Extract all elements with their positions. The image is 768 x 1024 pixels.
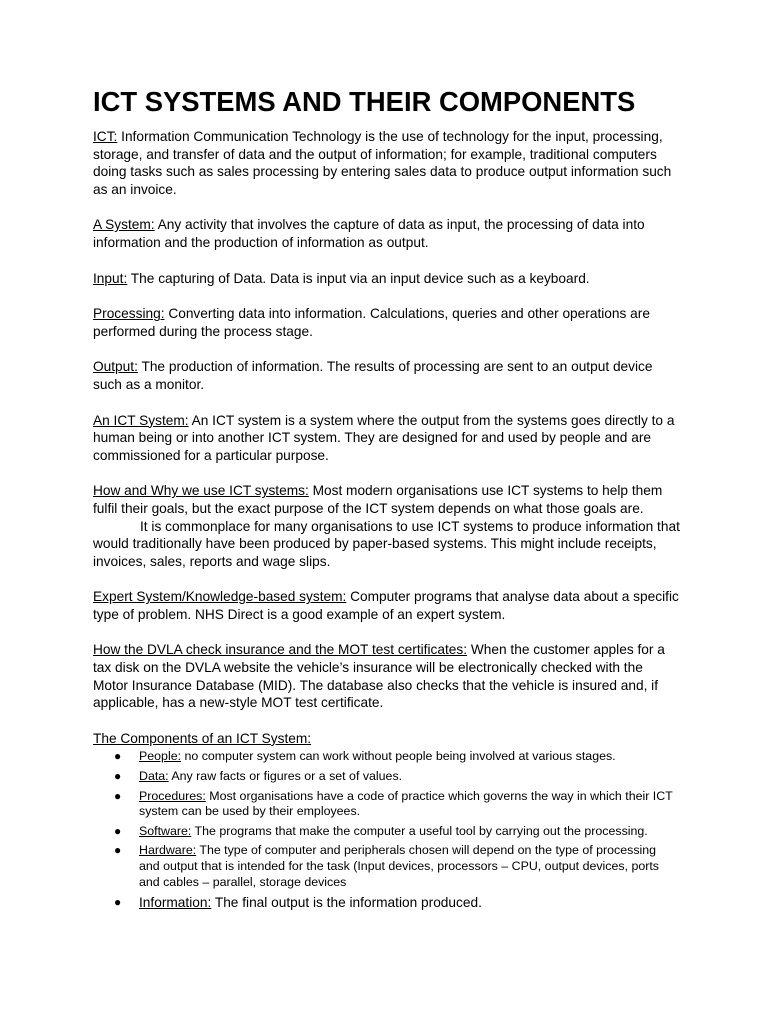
- document-title: ICT SYSTEMS AND THEIR COMPONENTS: [93, 86, 636, 117]
- paragraph-output: [93, 358, 680, 393]
- list-item: [114, 823, 680, 840]
- bullet-icon: ●: [114, 769, 122, 784]
- paragraph-dvla: [93, 641, 680, 711]
- definition-text: Information Communication Technology is the use of technology for the input, processing, storage, and transfer of data and the output of information; for example, traditional computers doing tasks such as sales processing by entering sales data to produce output information such as an invoice.: [93, 129, 672, 197]
- components-list: [93, 749, 680, 911]
- item-term: Software:: [139, 823, 192, 838]
- item-term: Hardware:: [139, 843, 197, 858]
- definition-text: Computer programs that analyse data about a specific type of problem. NHS Direct is a good example of an expert system.: [93, 589, 679, 622]
- bullet-icon: ●: [114, 843, 122, 858]
- item-text: The final output is the information produced.: [211, 895, 482, 911]
- bullet-icon: ●: [114, 749, 122, 764]
- definition-text: The production of information. The results of processing are sent to an output device such as a monitor.: [93, 359, 653, 392]
- item-text: Any raw facts or figures or a set of values.: [168, 769, 403, 784]
- paragraph-input: [93, 270, 680, 288]
- item-term: People:: [139, 749, 182, 764]
- list-item: [114, 749, 680, 765]
- item-text: The programs that make the computer a useful tool by carrying out the processing.: [191, 823, 648, 838]
- item-term: Procedures:: [139, 788, 206, 803]
- paragraph-how-why: [93, 482, 680, 517]
- definition-text: Converting data into information. Calculations, queries and other operations are performed during the process stage.: [93, 306, 650, 339]
- definition-text: The capturing of Data. Data is input via an input device such as a keyboard.: [127, 270, 590, 286]
- list-item: [114, 788, 680, 820]
- bullet-icon: ●: [114, 823, 122, 838]
- paragraph-system: [93, 216, 680, 251]
- definition-text: Most modern organisations use ICT systems to help them fulfil their goals, but the exact purpose of the ICT system depends on what those goals are.: [93, 483, 663, 516]
- term-label: Processing:: [93, 306, 165, 322]
- bullet-icon: ●: [114, 895, 122, 910]
- paragraph-ict-system: [93, 412, 680, 465]
- item-text: The type of computer and peripherals chosen will depend on the type of processing and output that is intended for the task (Input devices, processors – CPU, output devices, ports and cables – parallel, storage devices: [139, 843, 660, 889]
- paragraph-how-why-continuation: It is commonplace for many organisations to use ICT systems to produce information that would traditionally have been produced by paper-based systems. This might include receipts, invoices, sales, reports and wage slips.: [93, 518, 680, 569]
- item-term: Information:: [139, 895, 212, 911]
- term-label: ICT:: [93, 129, 118, 144]
- term-label: An ICT System:: [93, 412, 189, 428]
- paragraph-expert-system: [93, 588, 680, 623]
- item-text: Most organisations have a code of practice which governs the way in which their ICT system can be used by their employees.: [139, 788, 673, 819]
- list-item: [114, 769, 680, 785]
- term-label: Output:: [93, 359, 138, 375]
- term-label: A System:: [93, 217, 155, 233]
- list-item: [114, 843, 680, 890]
- components-heading: [93, 730, 680, 748]
- term-label: How and Why we use ICT systems:: [93, 483, 309, 499]
- term-label: Expert System/Knowledge-based system:: [93, 589, 347, 605]
- definition-text: Any activity that involves the capture of data as input, the processing of data into information and the production of information as output.: [93, 217, 645, 250]
- item-term: Data:: [139, 769, 169, 784]
- definition-text: When the customer apples for a tax disk on the DVLA website the vehicle’s insurance will be electronically checked with the Motor Insurance Database (MID). The database also checks that the vehicle is insured and, if applicable, has a new-style MOT test certificate.: [93, 642, 665, 711]
- item-text: no computer system can work without people being involved at various stages.: [181, 749, 616, 764]
- components-heading-label: The Components of an ICT System:: [93, 730, 312, 746]
- paragraph-processing: [93, 305, 680, 340]
- term-label: How the DVLA check insurance and the MOT test certificates:: [93, 642, 468, 658]
- bullet-icon: ●: [114, 788, 122, 803]
- paragraph-ict: [93, 128, 680, 198]
- list-item: [114, 894, 680, 911]
- term-label: Input:: [93, 270, 128, 286]
- definition-text: An ICT system is a system where the output from the systems goes directly to a human being or into another ICT system. They are designed for and used by people and are commissioned for a particular purpose.: [93, 412, 675, 463]
